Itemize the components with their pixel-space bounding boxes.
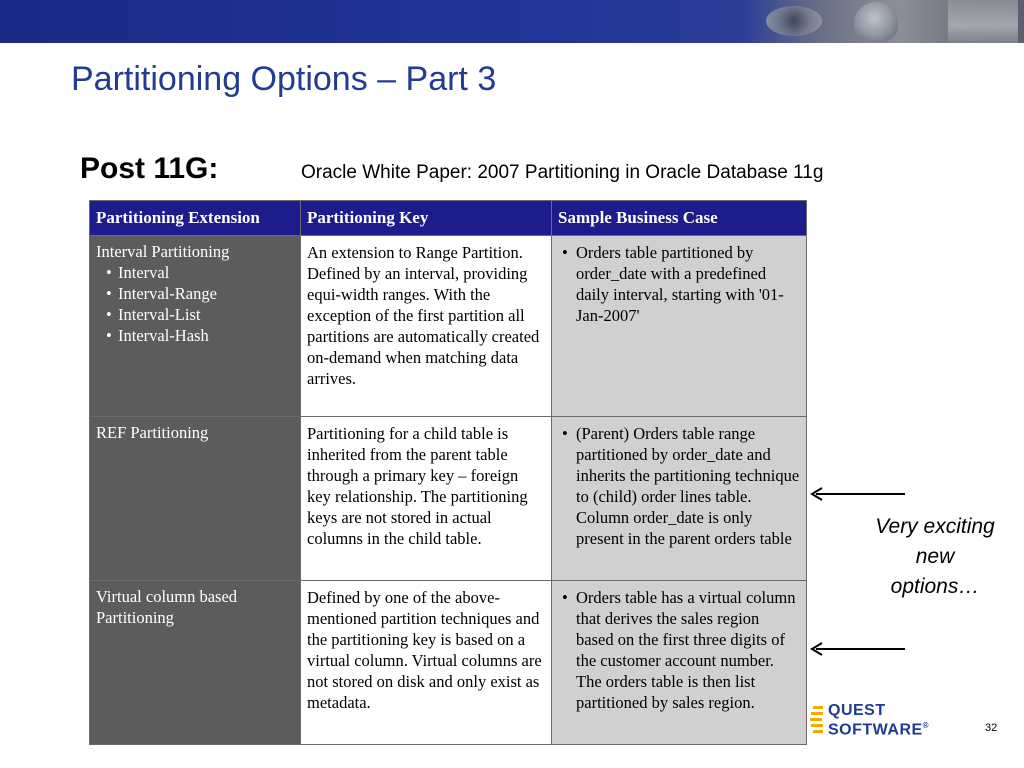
logo-line-2 [828,718,929,737]
page-number: 32 [985,722,998,734]
case-cell [552,417,807,580]
extension-cell [90,580,301,744]
table-row [90,236,807,417]
extension-name: Virtual column based Partitioning [96,586,238,627]
table-header-row [90,201,807,236]
logo-line-2-text: SOFTWARE [828,721,923,739]
case-cell [552,236,807,417]
list-item: • Interval-Range [106,283,294,304]
partitioning-table [89,200,807,745]
registered-mark: ® [922,721,930,730]
banner-photo [744,0,1024,43]
sub-item-list [96,262,294,346]
header-business-case: Sample Business Case [552,201,807,236]
slide-title: Partitioning Options – Part 3 [71,60,497,98]
lightbulb-image-icon [854,2,898,42]
table-row [90,580,807,744]
callout-note: Very exciting new options… [875,515,995,598]
header-extension: Partitioning Extension [90,201,301,236]
arrow-left-icon [810,641,906,657]
list-item: • Interval-List [106,304,294,325]
top-banner [0,0,1024,43]
extension-cell [90,417,301,580]
logo-line-1: QUEST [828,702,886,719]
list-item: • Interval-Hash [106,325,294,346]
case-text: • Orders table has a virtual column that derives the sales region based on the first three digits of the customer account number. The orders table is then list partitioned by sales region. [558,587,800,713]
extension-name: REF Partitioning [96,423,209,443]
source-caption: Oracle White Paper: 2007 Partitioning in Oracle Database 11g [301,162,824,183]
extension-cell [90,236,301,417]
arrow-left-icon [810,486,906,502]
case-cell [552,580,807,744]
post-11g-label: Post 11G: [80,152,219,185]
key-cell: Partitioning for a child table is inherited from the parent table through a primary key – foreign key relationship. The partitioning keys are not stored in actual columns in the child table. [301,417,552,580]
table-row [90,417,807,580]
quest-software-logo [810,703,970,737]
case-text: • Orders table partitioned by order_date with a predefined daily interval, starting with '01-Jan-2007' [558,242,800,326]
header-key: Partitioning Key [301,201,552,236]
case-text: • (Parent) Orders table range partitioned by order_date and inherits the partitioning technique to (child) order lines table. Column order_date is only present in the parent orders table [558,423,800,549]
key-cell: Defined by one of the above-mentioned partition techniques and the partitioning key is based on a virtual column. Virtual columns are not stored on disk and only exist as metadata. [301,580,552,744]
extension-name: Interval Partitioning [96,242,230,261]
quest-mark-icon [810,704,826,736]
logo-text [828,703,929,737]
list-item: • Interval [106,262,294,283]
key-cell: An extension to Range Partition. Defined by an interval, providing equi-width ranges. With the exception of the first partition all partitions are automatically created on-demand when matching data arrives. [301,236,552,417]
face-image-icon [948,0,1018,43]
eye-image-icon [766,6,822,36]
